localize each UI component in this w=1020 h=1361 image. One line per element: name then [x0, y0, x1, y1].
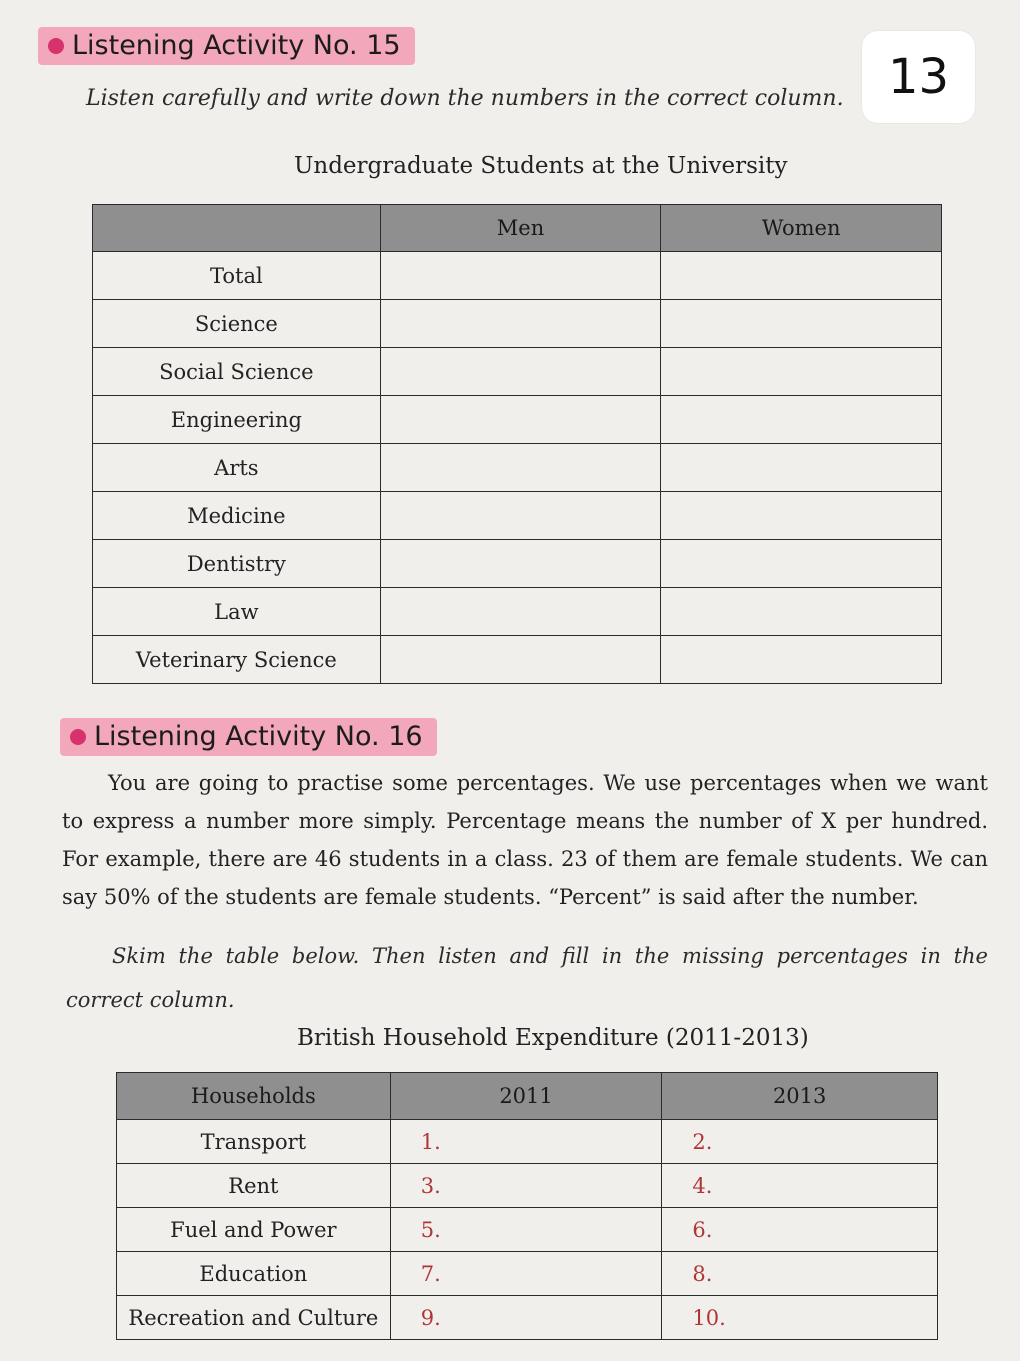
table-header-row [93, 205, 942, 252]
answer-cell-2011[interactable]: 7. [390, 1252, 662, 1296]
table-row [117, 1164, 938, 1208]
answer-cell-2011[interactable]: 3. [390, 1164, 662, 1208]
expenditure-table-title: British Household Expenditure (2011-2013) [297, 1025, 809, 1051]
activity-15-instruction: Listen carefully and write down the numbers in the correct column. [86, 86, 844, 111]
students-table [92, 204, 942, 684]
answer-cell-women[interactable] [661, 444, 942, 492]
answer-cell-men[interactable] [380, 540, 661, 588]
answer-cell-2013[interactable]: 6. [662, 1208, 938, 1252]
activity-16-instruction: Skim the table below. Then listen and fill in the missing percentages in the correct column. [66, 944, 988, 1012]
answer-cell-2011[interactable]: 1. [390, 1120, 662, 1164]
table-row [117, 1120, 938, 1164]
table-row [93, 252, 942, 300]
answer-cell-2013[interactable]: 2. [662, 1120, 938, 1164]
answer-cell-men[interactable] [380, 348, 661, 396]
table-row [93, 636, 942, 684]
students-table-title: Undergraduate Students at the University [294, 153, 788, 179]
answer-cell-2011[interactable]: 9. [390, 1296, 662, 1340]
row-label: Arts [93, 444, 381, 492]
table-row [93, 348, 942, 396]
row-label: Fuel and Power [117, 1208, 391, 1252]
answer-cell-women[interactable] [661, 252, 942, 300]
header-cell-2011: 2011 [390, 1073, 662, 1120]
table-row [117, 1252, 938, 1296]
table-row [93, 396, 942, 444]
header-cell-households: Households [117, 1073, 391, 1120]
row-label: Recreation and Culture [117, 1296, 391, 1340]
expenditure-table [116, 1072, 938, 1340]
row-label: Medicine [93, 492, 381, 540]
page-number-badge: 13 [862, 31, 975, 123]
header-cell-empty [93, 205, 381, 252]
row-label: Total [93, 252, 381, 300]
answer-cell-women[interactable] [661, 348, 942, 396]
table-row [93, 444, 942, 492]
table-row [93, 300, 942, 348]
activity-16-paragraph: You are going to practise some percentages. We use percentages when we want to express a number more simply. Percentage means the number of X per hundred. For example, there are 46 students in a class. 23 of them are female students. We can say 50% of the students are female students. “Percent” is said after the number. [62, 771, 988, 909]
table-header-row [117, 1073, 938, 1120]
bullet-dot-icon [70, 729, 86, 745]
activity-15-heading-text: Listening Activity No. 15 [72, 30, 401, 61]
answer-cell-men[interactable] [380, 636, 661, 684]
answer-cell-2011[interactable]: 5. [390, 1208, 662, 1252]
answer-cell-women[interactable] [661, 300, 942, 348]
row-label: Social Science [93, 348, 381, 396]
answer-cell-women[interactable] [661, 540, 942, 588]
answer-cell-women[interactable] [661, 636, 942, 684]
header-cell-2013: 2013 [662, 1073, 938, 1120]
row-label: Transport [117, 1120, 391, 1164]
header-cell-men: Men [380, 205, 661, 252]
table-row [93, 588, 942, 636]
bullet-dot-icon [48, 38, 64, 54]
activity-15-heading [38, 27, 415, 65]
answer-cell-women[interactable] [661, 492, 942, 540]
row-label: Dentistry [93, 540, 381, 588]
table-row [93, 540, 942, 588]
answer-cell-men[interactable] [380, 396, 661, 444]
table-row [117, 1208, 938, 1252]
answer-cell-men[interactable] [380, 444, 661, 492]
row-label: Rent [117, 1164, 391, 1208]
answer-cell-men[interactable] [380, 492, 661, 540]
answer-cell-men[interactable] [380, 300, 661, 348]
row-label: Veterinary Science [93, 636, 381, 684]
row-label: Science [93, 300, 381, 348]
row-label: Engineering [93, 396, 381, 444]
row-label: Education [117, 1252, 391, 1296]
header-cell-women: Women [661, 205, 942, 252]
table-row [93, 492, 942, 540]
answer-cell-men[interactable] [380, 252, 661, 300]
answer-cell-2013[interactable]: 8. [662, 1252, 938, 1296]
answer-cell-women[interactable] [661, 588, 942, 636]
answer-cell-women[interactable] [661, 396, 942, 444]
answer-cell-2013[interactable]: 4. [662, 1164, 938, 1208]
activity-16-heading-text: Listening Activity No. 16 [94, 721, 423, 752]
answer-cell-men[interactable] [380, 588, 661, 636]
answer-cell-2013[interactable]: 10. [662, 1296, 938, 1340]
table-row [117, 1296, 938, 1340]
activity-16-heading [60, 718, 437, 756]
row-label: Law [93, 588, 381, 636]
